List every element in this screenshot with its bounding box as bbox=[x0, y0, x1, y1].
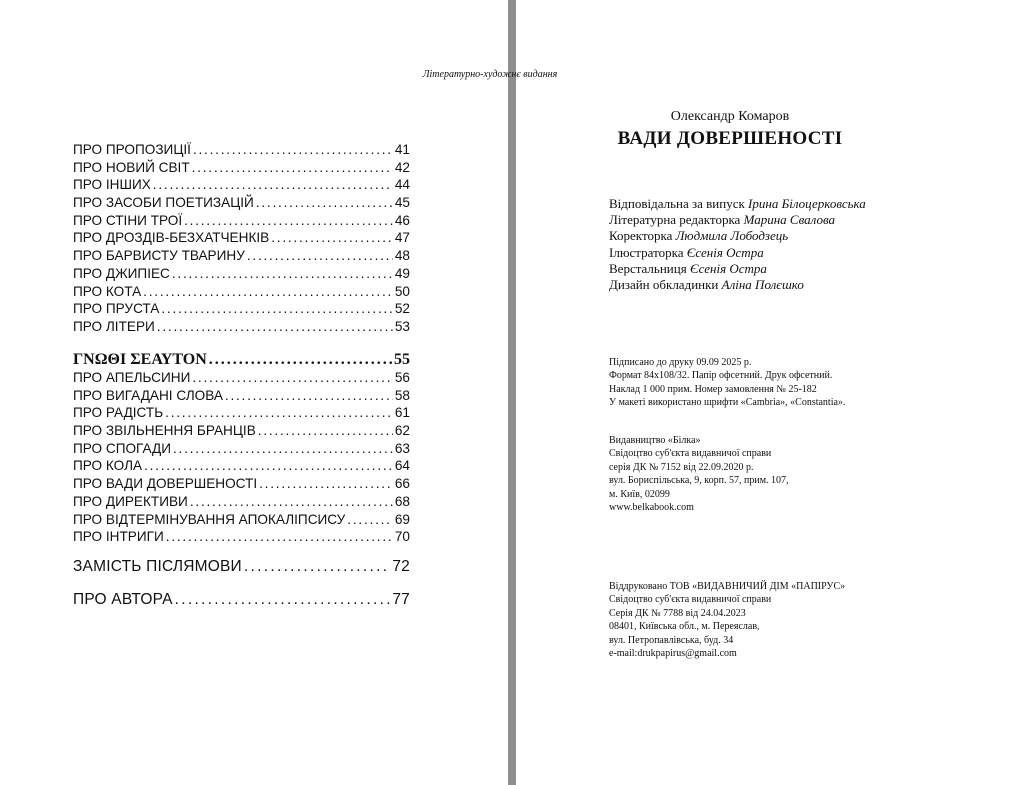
toc-leader-dots bbox=[166, 528, 393, 546]
credit-role: Ілюстраторка bbox=[609, 244, 684, 260]
credit-role: Коректорка bbox=[609, 228, 673, 244]
toc-entry bbox=[73, 369, 410, 387]
toc-leader-dots bbox=[258, 422, 393, 440]
toc-leader-dots bbox=[247, 247, 393, 265]
toc-entry-page: 48 bbox=[394, 248, 410, 264]
printer-line: Серія ДК № 7788 від 24.04.2023 bbox=[609, 607, 746, 619]
credit-name: Людмила Лободзець bbox=[675, 228, 789, 244]
publisher-line: Видавництво «Білка» bbox=[609, 435, 701, 446]
toc-entry bbox=[73, 475, 410, 493]
toc-entry-title: ПРО ІНШИХ bbox=[73, 177, 151, 193]
toc-entry-page: 42 bbox=[394, 159, 410, 175]
toc-entry-title: ПРО АВТОРА bbox=[73, 591, 173, 608]
toc-leader-dots bbox=[244, 557, 390, 577]
toc-entry-title: ПРО СПОГАДИ bbox=[73, 440, 171, 456]
toc-entry-title: ПРО ДРОЗДІВ-БЕЗХАТЧЕНКІВ bbox=[73, 230, 270, 246]
credit-name: Єсенія Остра bbox=[689, 260, 767, 276]
print-info-line: У макеті використано шрифти «Cambria», «Constantia». bbox=[609, 397, 846, 409]
toc-section-heading bbox=[73, 350, 410, 370]
toc-entry bbox=[73, 557, 410, 577]
toc-leader-dots bbox=[192, 369, 393, 387]
toc-leader-dots bbox=[143, 283, 393, 301]
toc-entry-page: 63 bbox=[394, 440, 410, 456]
toc-entry bbox=[73, 194, 410, 212]
printer-line: 08401, Київська обл., м. Переяслав, bbox=[609, 621, 760, 633]
book-author: Олександр Комаров bbox=[670, 109, 790, 124]
toc-entry-title: ПРО ВИГАДАНІ СЛОВА bbox=[73, 387, 223, 403]
toc-entry-title: ПРО КОЛА bbox=[73, 458, 143, 474]
toc-entry-page: 64 bbox=[394, 458, 410, 474]
credit-role: Літературна редакторка bbox=[609, 212, 741, 228]
toc-entry-page: 68 bbox=[394, 493, 410, 509]
toc-leader-dots bbox=[209, 350, 392, 370]
toc-entry-title: ПРО ПРОПОЗИЦІЇ bbox=[73, 142, 191, 157]
toc-leader-dots bbox=[190, 493, 393, 511]
credit-row bbox=[609, 228, 866, 244]
toc-leader-dots bbox=[172, 265, 393, 283]
toc-entry-page: 61 bbox=[394, 405, 410, 421]
credit-row bbox=[609, 277, 866, 293]
toc-entry-page: 70 bbox=[394, 529, 410, 545]
toc-entry bbox=[73, 422, 410, 440]
toc-entry bbox=[73, 283, 410, 301]
toc-entry-page: 49 bbox=[394, 265, 410, 281]
toc-entry-page: 41 bbox=[394, 142, 410, 157]
toc-entry-title: ПРО НОВИЙ СВІТ bbox=[73, 159, 190, 175]
toc-about-author bbox=[73, 590, 410, 610]
toc-leader-dots bbox=[347, 511, 393, 529]
toc-entry-page: 66 bbox=[394, 476, 410, 492]
toc-entry-title: ЗАМІСТЬ ПІСЛЯМОВИ bbox=[73, 558, 242, 575]
print-info-block bbox=[609, 356, 845, 410]
toc-entry-page: 50 bbox=[394, 283, 410, 299]
toc-entry-page: 58 bbox=[394, 387, 410, 403]
toc-entry bbox=[73, 176, 410, 194]
toc-entry-title: ПРО СТІНИ ТРОЇ bbox=[73, 212, 183, 228]
toc-entry-title: ПРО ДЖИПІЕС bbox=[73, 265, 170, 281]
toc-leader-dots bbox=[173, 440, 393, 458]
publisher-line: вул. Бориспільська, 9, корп. 57, прим. 107, bbox=[609, 475, 789, 487]
toc-entry-title: ПРО ЗВІЛЬНЕННЯ БРАНЦІВ bbox=[73, 423, 256, 439]
toc-entry bbox=[73, 440, 410, 458]
toc-entry-page: 46 bbox=[394, 212, 410, 228]
toc-entry-title: ПРО ВАДИ ДОВЕРШЕНОСТІ bbox=[73, 476, 258, 492]
print-info-line: Наклад 1 000 прим. Номер замовлення № 25-182 bbox=[609, 383, 817, 395]
toc-entry bbox=[73, 493, 410, 511]
toc-leader-dots bbox=[271, 229, 393, 247]
toc-entry bbox=[73, 350, 410, 370]
toc-entry-page: 72 bbox=[392, 558, 410, 575]
publisher-line: серія ДК № 7152 від 22.09.2020 р. bbox=[609, 461, 754, 473]
toc-leader-dots bbox=[175, 590, 391, 610]
print-info-line: Підписано до друку 09.09 2025 р. bbox=[609, 357, 752, 368]
toc-entry-title: ПРО ЛІТЕРИ bbox=[73, 318, 155, 334]
publisher-line: м. Київ, 02099 bbox=[609, 488, 670, 500]
printer-line: Свідоцтво суб'єкта видавничої справи bbox=[609, 594, 772, 606]
toc-entry-page: 56 bbox=[394, 370, 410, 385]
credit-row bbox=[609, 196, 866, 212]
credit-row bbox=[609, 212, 866, 228]
toc-leader-dots bbox=[259, 475, 393, 493]
page-gutter bbox=[508, 0, 516, 785]
toc-entry bbox=[73, 318, 410, 336]
toc-entry-title: ПРО ДИРЕКТИВИ bbox=[73, 493, 188, 509]
toc-list-part1 bbox=[73, 141, 410, 336]
credit-role: Верстальниця bbox=[609, 260, 687, 276]
credit-name: Ірина Білоцерковська bbox=[748, 196, 866, 211]
toc-leader-dots bbox=[256, 194, 393, 212]
credit-role: Відповідальна за випуск bbox=[609, 196, 745, 211]
toc-entry bbox=[73, 159, 410, 177]
toc-entry bbox=[73, 229, 410, 247]
publisher-website: www.belkabook.com bbox=[609, 501, 694, 513]
toc-entry-title: ПРО ВІДТЕРМІНУВАННЯ АПОКАЛІПСИСУ bbox=[73, 511, 346, 527]
credit-row bbox=[609, 245, 866, 261]
toc-entry bbox=[73, 457, 410, 475]
toc-entry-title: ПРО ІНТРИГИ bbox=[73, 529, 164, 545]
credit-name: Марина Свалова bbox=[743, 212, 836, 228]
toc-entry-page: 53 bbox=[394, 318, 410, 334]
toc-leader-dots bbox=[225, 387, 393, 405]
credit-role: Дизайн обкладинки bbox=[609, 276, 719, 292]
toc-entry bbox=[73, 387, 410, 405]
toc-entry bbox=[73, 511, 410, 529]
toc-entry bbox=[73, 247, 410, 265]
toc-entry bbox=[73, 528, 410, 546]
toc-entry-page: 77 bbox=[392, 591, 410, 608]
toc-entry bbox=[73, 212, 410, 230]
toc-list-part2 bbox=[73, 369, 410, 546]
toc-entry bbox=[73, 141, 410, 159]
toc-afterword bbox=[73, 557, 410, 577]
printer-line: Віддруковано ТОВ «ВИДАВНИЧИЙ ДІМ «ПАПІРУС» bbox=[609, 581, 846, 592]
toc-entry bbox=[73, 300, 410, 318]
print-info-line: Формат 84х108/32. Папір офсетний. Друк офсетний. bbox=[609, 370, 833, 382]
toc-entry bbox=[73, 265, 410, 283]
credits-list bbox=[609, 196, 866, 293]
toc-leader-dots bbox=[144, 457, 393, 475]
toc-entry bbox=[73, 590, 410, 610]
toc-section-title: ΓΝΩΘΙ ΣΕΑΥΤΟΝ bbox=[73, 351, 207, 368]
credit-name: Аліна Полєшко bbox=[721, 276, 804, 292]
credit-row bbox=[609, 261, 866, 277]
toc-leader-dots bbox=[184, 212, 393, 230]
toc-entry-page: 52 bbox=[394, 301, 410, 317]
printer-email: e-mail:drukpapirus@gmail.com bbox=[609, 647, 737, 659]
toc-entry-page: 44 bbox=[394, 177, 410, 193]
toc-entry-title: ПРО РАДІСТЬ bbox=[73, 405, 164, 421]
printer-line: вул. Петропавлівська, буд. 34 bbox=[609, 634, 734, 646]
toc-entry-page: 62 bbox=[394, 423, 410, 439]
toc-leader-dots bbox=[192, 159, 393, 177]
credit-name: Єсенія Остра bbox=[686, 244, 764, 260]
toc-entry-title: ПРО АПЕЛЬСИНИ bbox=[73, 370, 191, 385]
toc-leader-dots bbox=[165, 404, 393, 422]
toc-leader-dots bbox=[157, 318, 393, 336]
edition-type: Літературно-художнє видання bbox=[422, 69, 558, 80]
toc-entry-title: ПРО ЗАСОБИ ПОЕТИЗАЦІЙ bbox=[73, 195, 254, 211]
toc-entry-page: 47 bbox=[394, 230, 410, 246]
toc-entry-title: ПРО ПРУСТА bbox=[73, 301, 160, 317]
toc-entry-title: ПРО БАРВИСТУ ТВАРИНУ bbox=[73, 248, 245, 264]
book-title: ВАДИ ДОВЕРШЕНОСТІ bbox=[617, 128, 843, 149]
toc-entry-page: 69 bbox=[394, 511, 410, 527]
toc-section-page: 55 bbox=[394, 351, 410, 368]
printer-block bbox=[609, 580, 845, 660]
toc-leader-dots bbox=[153, 176, 393, 194]
toc-entry-title: ПРО КОТА bbox=[73, 283, 142, 299]
toc-leader-dots bbox=[193, 141, 393, 159]
publisher-block bbox=[609, 434, 789, 514]
toc-entry-page: 45 bbox=[394, 195, 410, 211]
publisher-line: Свідоцтво суб'єкта видавничої справи bbox=[609, 448, 772, 460]
toc-leader-dots bbox=[161, 300, 393, 318]
toc-entry bbox=[73, 404, 410, 422]
